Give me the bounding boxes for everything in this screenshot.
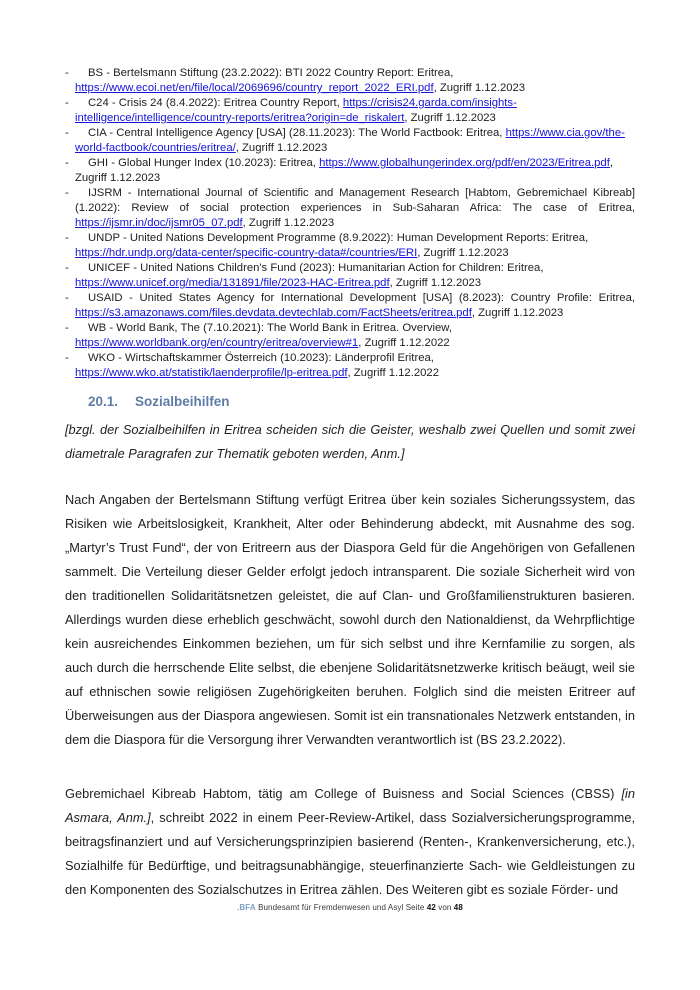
bibliography-entry (65, 156, 635, 186)
source-citation-text: WKO - Wirtschaftskammer Österreich (10.2023): Länderprofil Eritrea, (88, 352, 434, 364)
bibliography-entry (65, 231, 635, 261)
bibliography-entry (65, 351, 635, 381)
footer-page-current: 42 (426, 903, 436, 912)
bibliography-list (65, 66, 635, 381)
source-link[interactable]: https://s3.amazonaws.com/files.devdata.devtechlab.com/FactSheets/eritrea.pdf (75, 307, 472, 319)
section-heading (65, 394, 635, 409)
source-link[interactable]: https://www.wko.at/statistik/laenderprofile/lp-eritrea.pdf (75, 367, 348, 379)
source-link[interactable]: https://ijsmr.in/doc/ijsmr05_07.pdf (75, 217, 243, 229)
source-access-date: , Zugriff 1.12.2023 (404, 112, 496, 124)
footer-page-label: Seite (405, 903, 425, 912)
source-access-date: , Zugriff 1.12.2023 (433, 82, 526, 94)
source-link[interactable]: https://www.globalhungerindex.org/pdf/en/2023/Eritrea.pdf (319, 157, 610, 169)
section-number: 20.1. (88, 394, 119, 409)
source-access-date: , Zugriff 1.12.2023 (471, 307, 564, 319)
source-access-date: , Zugriff 1.12.2023 (242, 217, 335, 229)
source-access-date: , Zugriff 1.12.2023 (235, 142, 328, 154)
body-paragraph (65, 488, 635, 752)
source-citation-text: C24 - Crisis 24 (8.4.2022): Eritrea Country Report, (88, 97, 343, 109)
source-citation-text: IJSRM - International Journal of Scientific and Management Research [Habtom, Gebremichael Kibreab] (1.2022): Review of social protection experiences in Sub-Saharan Africa: The case of Eritrea, (75, 187, 635, 214)
editorial-note: [bzgl. der Sozialbeihilfen in Eritrea scheiden sich die Geister, weshalb zwei Quellen und somit zwei diametrale Paragrafen zur Thematik geboten werden, Anm.] (65, 422, 635, 461)
bibliography-entry (65, 186, 635, 231)
source-access-date: , Zugriff 1.12.2023 (389, 277, 482, 289)
paragraph-text: , schreibt 2022 in einem Peer-Review-Artikel, dass Sozialversicherungsprogramme, beitragsfinanziert und auf Versicherungsprinzipien basierend (Renten-, Krankenversicherung, etc.), Sozialhilfe für Bedürftige, und beitragsunabhängige, steuerfinanzierte Sach- wie Geldleistungen zu den Komponenten des Sozialschutzes in Eritrea zählen. Des Weiteren gibt es soziale Förder- und (65, 810, 635, 897)
paragraph-text: Gebremichael Kibreab Habtom, tätig am College of Buisness and Social Sciences (CBSS) (65, 786, 622, 801)
source-link[interactable]: https://www.worldbank.org/en/country/eritrea/overview#1 (75, 337, 359, 349)
bibliography-entry (65, 66, 635, 96)
page-content (65, 66, 635, 902)
page-footer (0, 903, 700, 912)
source-citation-text: UNICEF - United Nations Children's Fund (2023): Humanitarian Action for Children: Eritrea, (88, 262, 544, 274)
source-link[interactable]: https://www.ecoi.net/en/file/local/2069696/country_report_2022_ERI.pdf (75, 82, 434, 94)
source-access-date: , Zugriff 1.12.2022 (347, 367, 439, 379)
bibliography-entry (65, 261, 635, 291)
bibliography-entry (65, 321, 635, 351)
footer-org-name: Bundesamt für Fremdenwesen und Asyl (258, 903, 404, 912)
source-citation-text: USAID - United States Agency for International Development [USA] (8.2023): Country Profile: Eritrea, (88, 292, 635, 304)
inline-annotation: [in Asmara, Anm.] (65, 786, 635, 825)
bibliography-entry (65, 291, 635, 321)
bibliography-entry (65, 126, 635, 156)
section-title: Sozialbeihilfen (135, 394, 230, 409)
paragraph-text: Nach Angaben der Bertelsmann Stiftung verfügt Eritrea über kein soziales Sicherungssystem, das Risiken wie Arbeitslosigkeit, Krankheit, Alter oder Behinderung abdeckt, mit Ausnahme des sog. „Martyr’s Trust Fund“, der von Eritreern aus der Diaspora Geld für die Angehörigen von Gefallenen sammelt. Die Verteilung dieser Gelder erfolgt jedoch intransparent. Die soziale Sicherheit wird von den traditionellen Solidaritätsnetzen geleistet, die auf Clan- und Großfamilienstrukturen basieren. Allerdings wurden diese erheblich geschwächt, sowohl durch den Nationaldienst, da Wehrpflichtige kein ausreichendes Einkommen beziehen, um für sich selbst und ihre Kernfamilie zu sorgen, als auch durch die herrschende Elite selbst, die ebenjene Solidaritätsnetzwerke kritisch beäugt, weil sie auf ethnischen sowie religiösen Zugehörigkeiten beruhen. Folglich sind die meisten Eritreer auf Überweisungen aus der Diaspora angewiesen. Somit ist ein transnationales Netzwerk entstanden, in dem die Diaspora für die Versorgung ihrer Verwandten verantwortlich ist (BS 23.2.2022). (65, 492, 635, 747)
body-paragraph (65, 782, 635, 902)
body-text (65, 488, 635, 902)
bfa-logo: .BFA (237, 903, 256, 912)
source-link[interactable]: https://hdr.undp.org/data-center/specific-country-data#/countries/ERI (75, 247, 418, 259)
source-citation-text: WB - World Bank, The (7.10.2021): The World Bank in Eritrea. Overview, (88, 322, 452, 334)
source-link[interactable]: https://www.unicef.org/media/131891/file/2023-HAC-Eritrea.pdf (75, 277, 390, 289)
source-citation-text: CIA - Central Intelligence Agency [USA] (28.11.2023): The World Factbook: Eritrea, (88, 127, 506, 139)
source-access-date: , Zugriff 1.12.2023 (417, 247, 509, 259)
source-link[interactable]: https://www.cia.gov/the-world-factbook/countries/eritrea/ (75, 127, 625, 154)
source-citation-text: GHI - Global Hunger Index (10.2023): Eritrea, (88, 157, 320, 169)
bibliography-entry (65, 96, 635, 126)
source-citation-text: BS - Bertelsmann Stiftung (23.2.2022): BTI 2022 Country Report: Eritrea, (88, 67, 454, 79)
source-access-date: , Zugriff 1.12.2022 (358, 337, 450, 349)
source-link[interactable]: https://crisis24.garda.com/insights-intelligence/intelligence/country-reports/eritrea?origin=de_riskalert (75, 97, 517, 124)
footer-of-label: von (438, 903, 452, 912)
source-access-date: , Zugriff 1.12.2023 (75, 157, 613, 184)
footer-page-total: 48 (453, 903, 463, 912)
source-citation-text: UNDP - United Nations Development Programme (8.9.2022): Human Development Reports: Eritrea, (88, 232, 589, 244)
